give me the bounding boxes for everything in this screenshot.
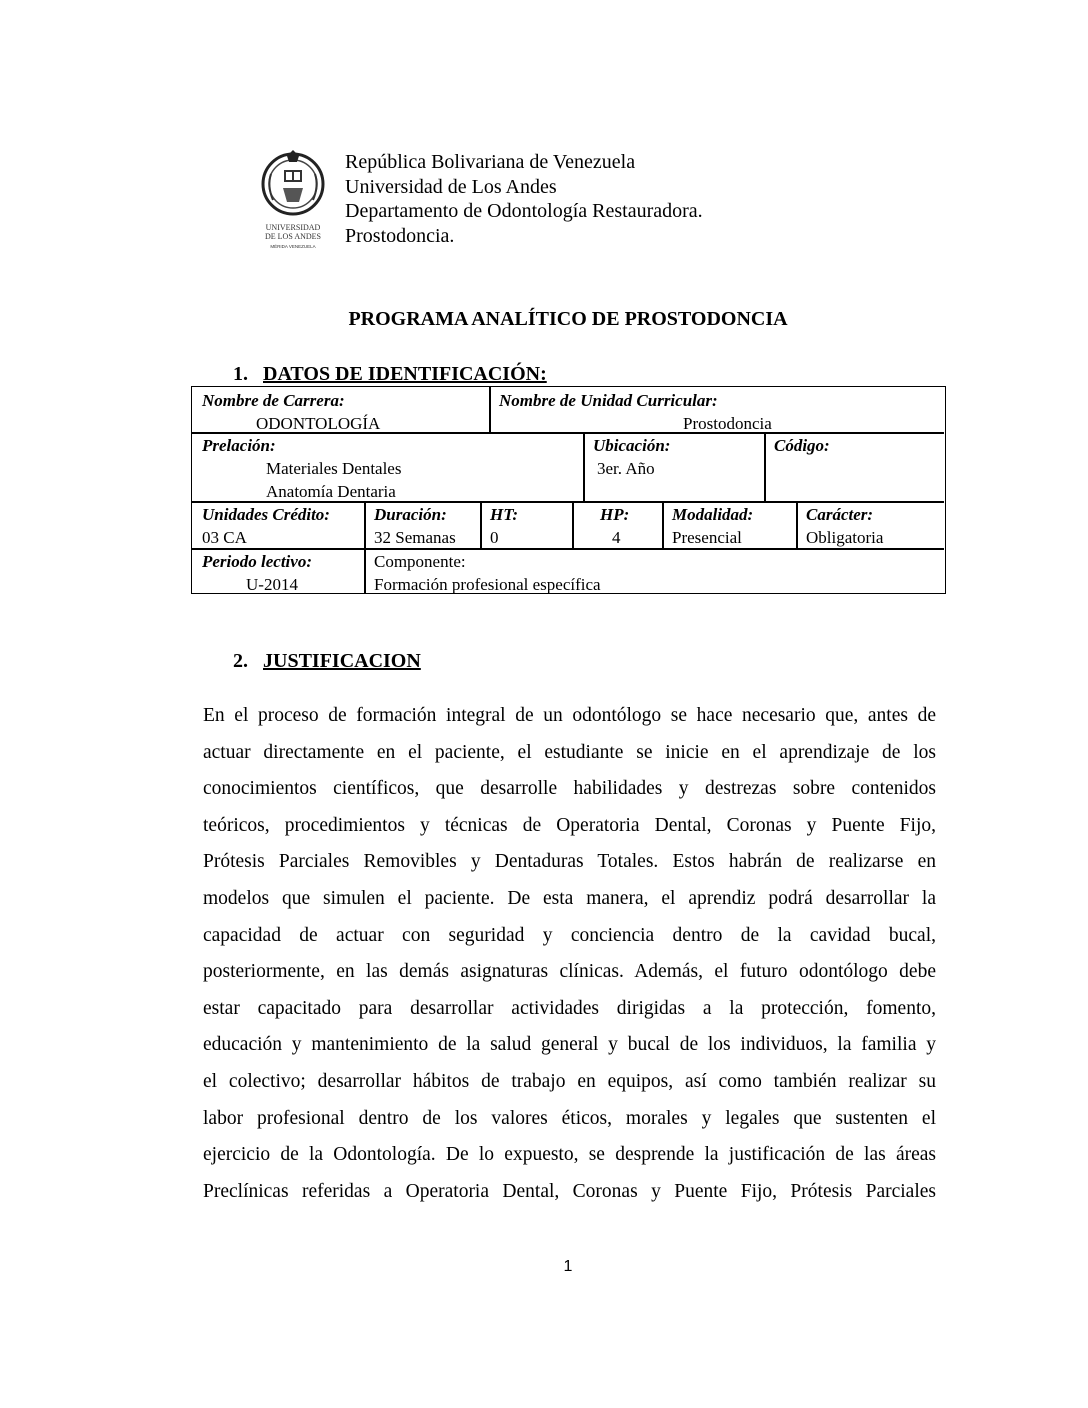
- paragraph-line: modelos que simulen el paciente. De esta manera, el aprendiz podrá desarrollar la: [203, 887, 936, 909]
- cell-caracter: [796, 501, 944, 548]
- value-unidad-curricular: Prostodoncia: [683, 414, 772, 433]
- label-unidad-curricular: Nombre de Unidad Curricular:: [499, 391, 718, 410]
- institution-line: Departamento de Odontología Restauradora.: [345, 200, 703, 222]
- document-title: PROGRAMA ANALÍTICO DE PROSTODONCIA: [348, 308, 788, 330]
- label-ht: HT:: [490, 505, 519, 524]
- paragraph-line: labor profesional dentro de los valores éticos, morales y legales que sustenten el: [203, 1107, 936, 1129]
- document-header: [257, 146, 817, 256]
- paragraph-line: teóricos, procedimientos y técnicas de Operatoria Dental, Coronas y Puente Fijo,: [203, 814, 936, 836]
- paragraph-line: actuar directamente en el paciente, el estudiante se inicie en el aprendizaje de los: [203, 741, 936, 763]
- logo-text-line-1: UNIVERSIDAD: [265, 223, 321, 232]
- value-unidades-credito: 03 CA: [202, 528, 247, 547]
- section-heading-justificacion: [233, 650, 421, 673]
- cell-componente: [364, 548, 944, 593]
- university-seal-icon: [257, 146, 329, 256]
- paragraph-line: Prótesis Parciales Removibles y Dentaduras Totales. Estos habrán de realizarse en: [203, 851, 936, 873]
- cell-prelacion: [192, 432, 583, 501]
- value-periodo-lectivo: U-2014: [246, 575, 298, 594]
- cell-periodo-lectivo: [192, 548, 364, 593]
- cell-hp: [572, 501, 662, 548]
- value-prelacion: Materiales Dentales: [266, 459, 402, 478]
- label-caracter: Carácter:: [806, 505, 874, 524]
- value-componente: Formación profesional específica: [374, 575, 601, 594]
- label-unidades-credito: Unidades Crédito:: [202, 505, 330, 524]
- label-periodo-lectivo: Periodo lectivo:: [202, 552, 312, 571]
- cell-carrera: [192, 387, 489, 432]
- label-componente: Componente:: [374, 552, 466, 571]
- label-modalidad: Modalidad:: [672, 505, 754, 524]
- value-modalidad: Presencial: [672, 528, 742, 547]
- cell-duracion: [364, 501, 480, 548]
- paragraph-line: el colectivo; desarrollar hábitos de trabajo en equipos, así como también realizar su: [203, 1070, 936, 1092]
- paragraph-line: conocimientos científicos, que desarrolle habilidades y destrezas sobre contenidos: [203, 778, 936, 800]
- value-hp: 4: [612, 528, 621, 547]
- cell-ubicacion: [583, 432, 764, 501]
- paragraph-line: capacidad de actuar con seguridad y conciencia dentro de la cavidad bucal,: [203, 924, 936, 946]
- paragraph-line: ejercicio de la Odontología. De lo expuesto, se desprende la justificación de las áreas: [203, 1144, 936, 1166]
- label-ubicacion: Ubicación:: [593, 436, 671, 455]
- paragraph-line: estar capacitado para desarrollar actividades dirigidas a la protección, fomento,: [203, 997, 936, 1019]
- page-number: 1: [563, 1258, 573, 1275]
- section-title: DATOS DE IDENTIFICACIÓN:: [263, 363, 547, 385]
- institution-line: Prostodoncia.: [345, 224, 455, 247]
- justificacion-paragraph: [203, 698, 936, 1210]
- value-prelacion: Anatomía Dentaria: [266, 482, 396, 501]
- label-duracion: Duración:: [374, 505, 447, 524]
- cell-unidades-credito: [192, 501, 364, 548]
- label-carrera: Nombre de Carrera:: [202, 391, 345, 410]
- institution-lines: [345, 150, 703, 248]
- institution-line: República Bolivariana de Venezuela: [345, 151, 636, 173]
- value-carrera: ODONTOLOGÍA: [256, 414, 381, 433]
- section-number: 2.: [233, 650, 248, 672]
- identification-table: [191, 386, 946, 594]
- label-hp: HP:: [600, 505, 630, 524]
- label-codigo: Código:: [774, 436, 830, 455]
- paragraph-line: posteriormente, en las demás asignaturas clínicas. Además, el futuro odontólogo debe: [203, 961, 936, 983]
- value-caracter: Obligatoria: [806, 528, 884, 547]
- cell-codigo: [764, 432, 944, 501]
- paragraph-line: En el proceso de formación integral de un odontólogo se hace necesario que, antes de: [203, 705, 936, 726]
- logo-text-line-2: DE LOS ANDES: [264, 232, 322, 241]
- value-ht: 0: [490, 528, 499, 547]
- section-number: 1.: [233, 363, 248, 385]
- cell-modalidad: [662, 501, 796, 548]
- cell-unidad-curricular: [489, 387, 944, 432]
- value-ubicacion: 3er. Año: [597, 459, 655, 478]
- logo-text-line-3: MÉRIDA VENEZUELA: [270, 244, 316, 249]
- paragraph-line: Preclínicas referidas a Operatoria Dental, Coronas y Puente Fijo, Prótesis Parciales: [203, 1180, 936, 1202]
- section-title: JUSTIFICACION: [263, 650, 421, 672]
- label-prelacion: Prelación:: [202, 436, 276, 455]
- paragraph-line: educación y mantenimiento de la salud general y bucal de los individuos, la familia y: [203, 1034, 936, 1056]
- value-duracion: 32 Semanas: [374, 528, 456, 547]
- cell-ht: [480, 501, 572, 548]
- institution-line: Universidad de Los Andes: [345, 175, 557, 198]
- section-heading-identificacion: [233, 363, 547, 386]
